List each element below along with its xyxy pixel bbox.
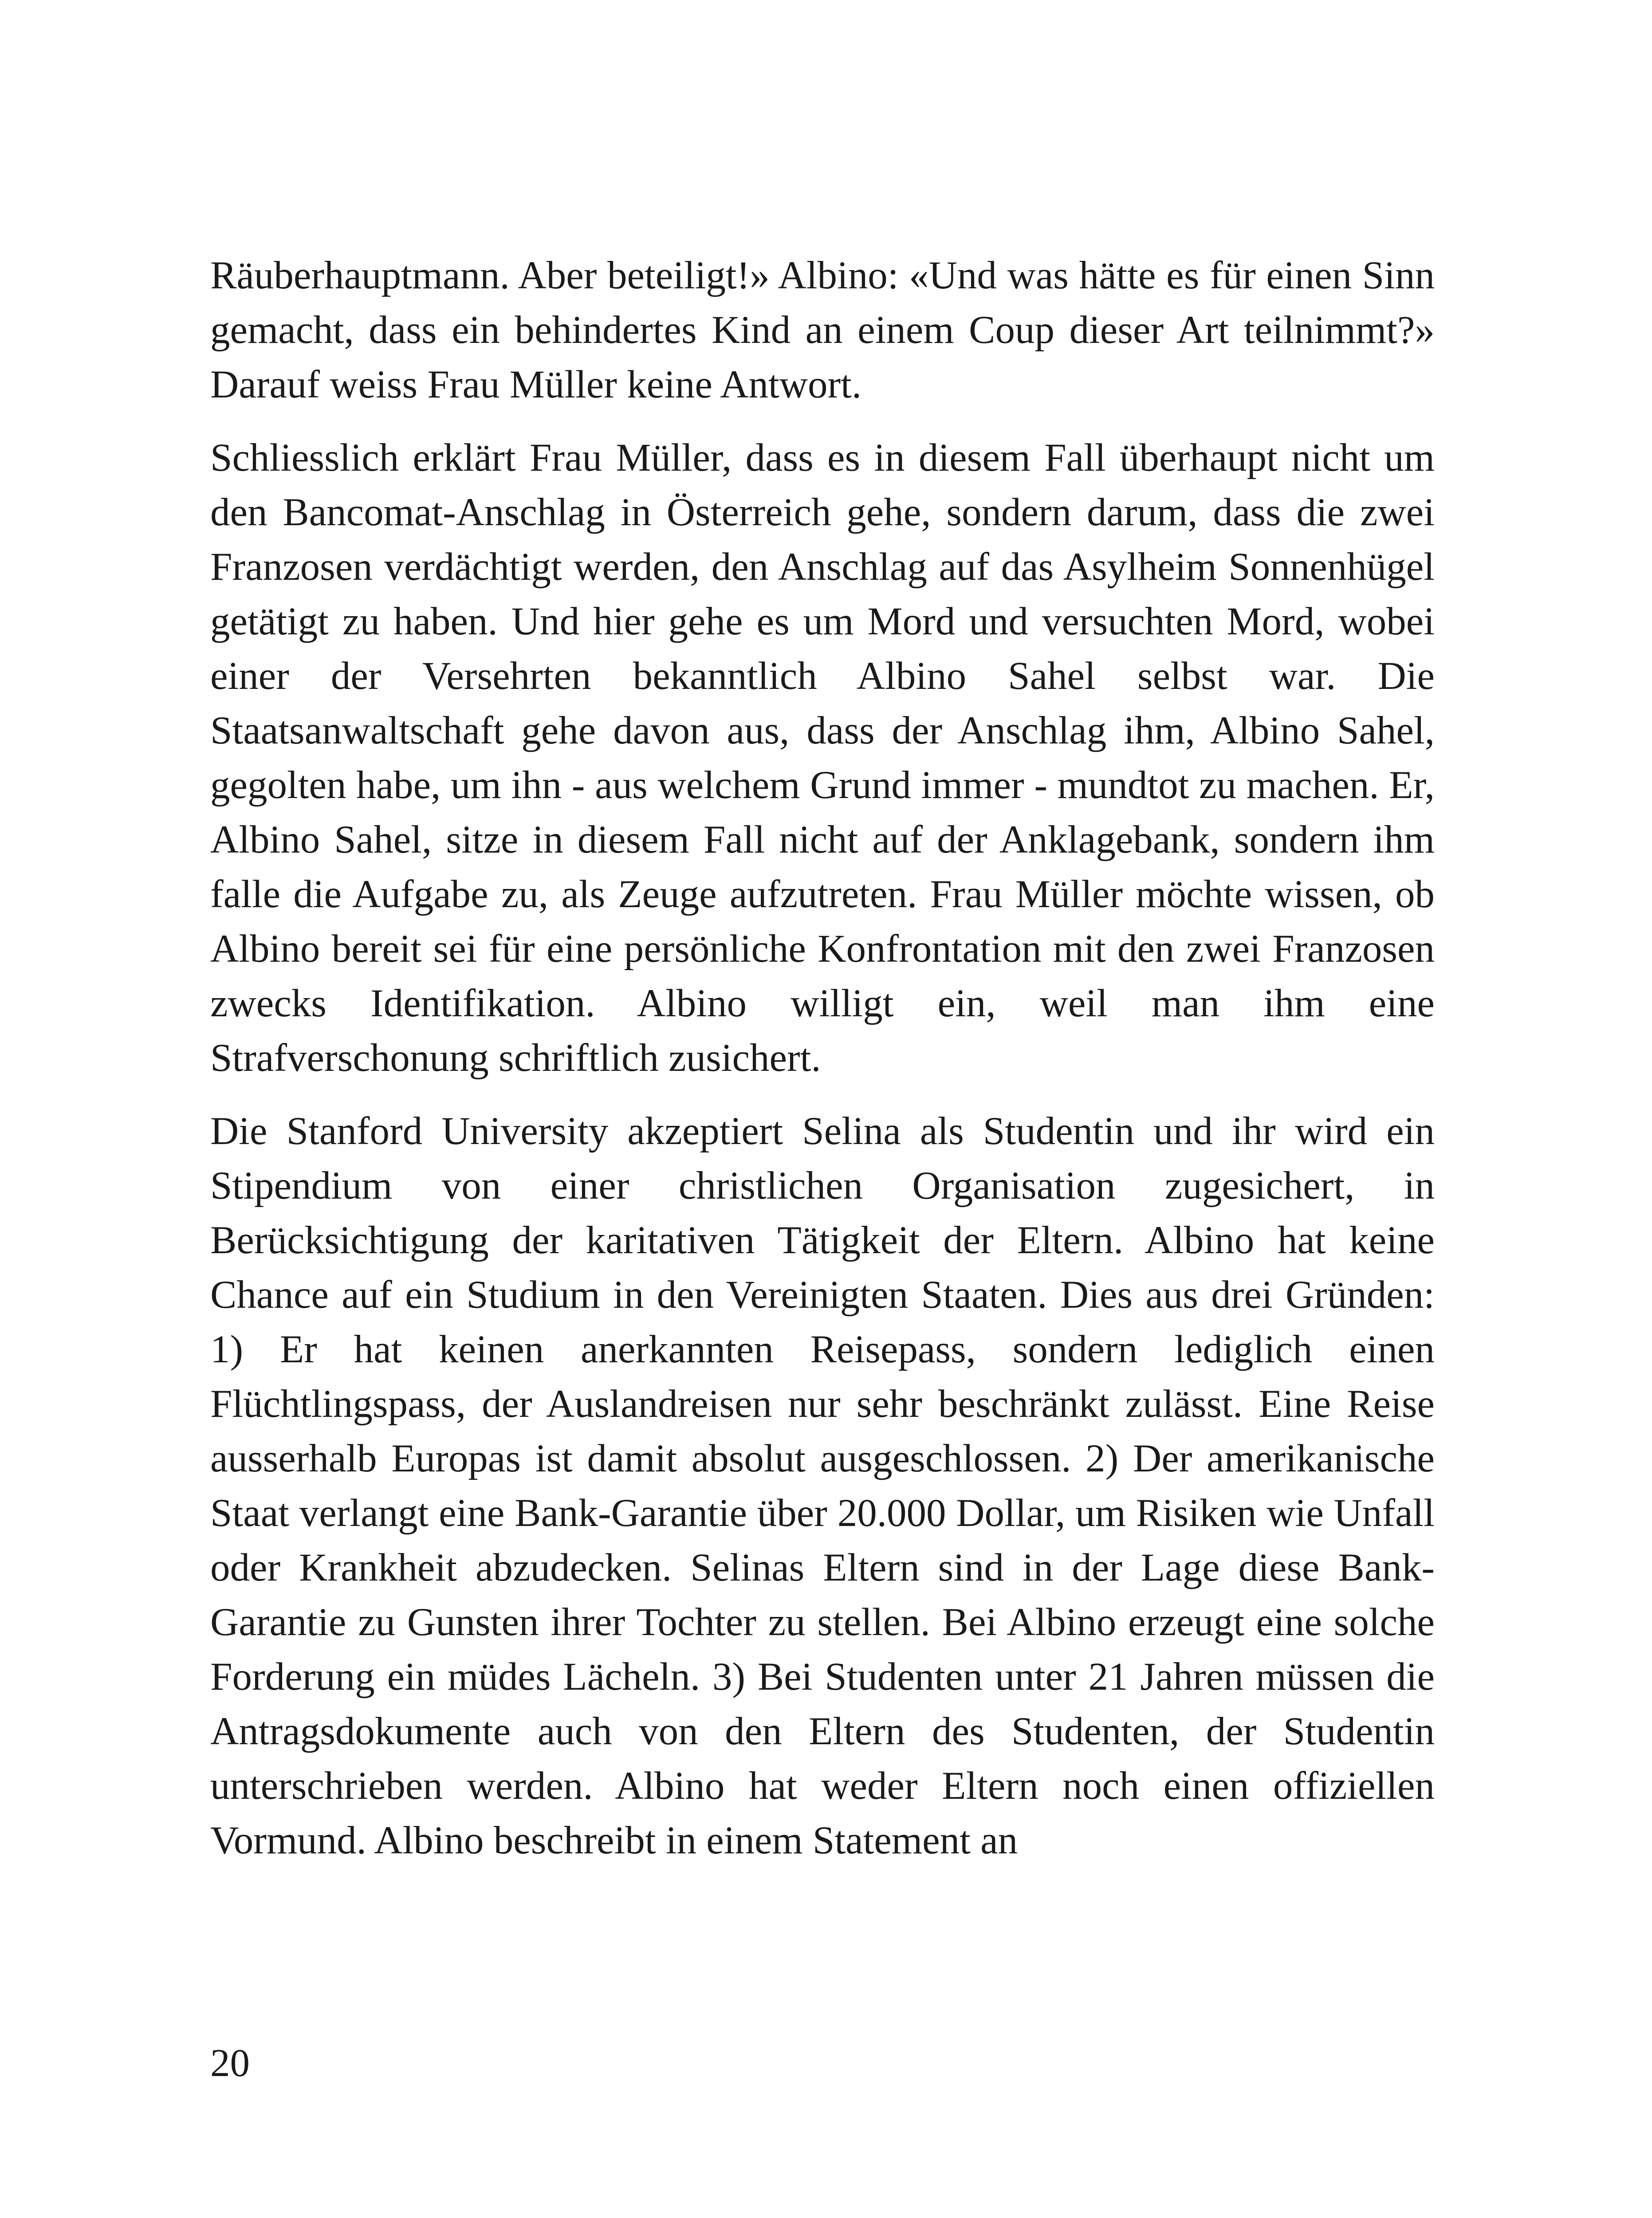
paragraph-1: Räuberhauptmann. Aber beteiligt!» Albino: «Und was hätte es für einen Sinn gemacht, dass ein behindertes Kind an einem Coup dieser Art teilnimmt?» Darauf weiss Frau Müller keine Antwort. (210, 254, 1435, 406)
paragraph-2: Schliesslich erklärt Frau Müller, dass es in diesem Fall überhaupt nicht um den Bancomat-Anschlag in Österreich gehe, sondern darum, dass die zwei Franzosen verdächtigt werden, den Anschlag auf das Asylheim Sonnenhügel getätigt zu haben. Und hier gehe es um Mord und versuchten Mord, wobei einer der Versehrten bekanntlich Albino Sahel selbst war. Die Staatsanwaltschaft gehe davon aus, dass der Anschlag ihm, Albino Sahel, gegolten habe, um ihn - aus welchem Grund immer - mundtot zu machen. Er, Albino Sahel, sitze in diesem Fall nicht auf der Anklagebank, sondern ihm falle die Aufgabe zu, als Zeuge aufzutreten. Frau Müller möchte wissen, ob Albino bereit sei für eine persönliche Konfrontation mit den zwei Franzosen zwecks Identifikation. Albino willigt ein, weil man ihm eine Strafverschonung schriftlich zusichert. (210, 436, 1435, 1080)
paragraph-3: Die Stanford University akzeptiert Selina als Studentin und ihr wird ein Stipendium von einer christlichen Organisation zugesichert, in Berücksichtigung der karitativen Tätigkeit der Eltern. Albino hat keine Chance auf ein Studium in den Vereinigten Staaten. Dies aus drei Gründen: 1) Er hat keinen anerkannten Reisepass, sondern lediglich einen Flüchtlingspass, der Auslandreisen nur sehr beschränkt zulässt. Eine Reise ausserhalb Europas ist damit absolut ausgeschlossen. 2) Der amerikanische Staat verlangt eine Bank-Garantie über 20.000 Dollar, um Risiken wie Unfall oder Krankheit abzudecken. Selinas Eltern sind in der Lage diese Bank-Garantie zu Gunsten ihrer Tochter zu stellen. Bei Albino erzeugt eine solche Forderung ein müdes Lächeln. 3) Bei Studenten unter 21 Jahren müssen die Antragsdokumente auch von den Eltern des Studenten, der Studentin unterschrieben werden. Albino hat weder Eltern noch einen offiziellen Vormund. Albino beschreibt in einem Statement an (210, 1109, 1435, 1862)
page-number: 20 (210, 2041, 250, 2085)
body-text (210, 248, 1435, 1887)
